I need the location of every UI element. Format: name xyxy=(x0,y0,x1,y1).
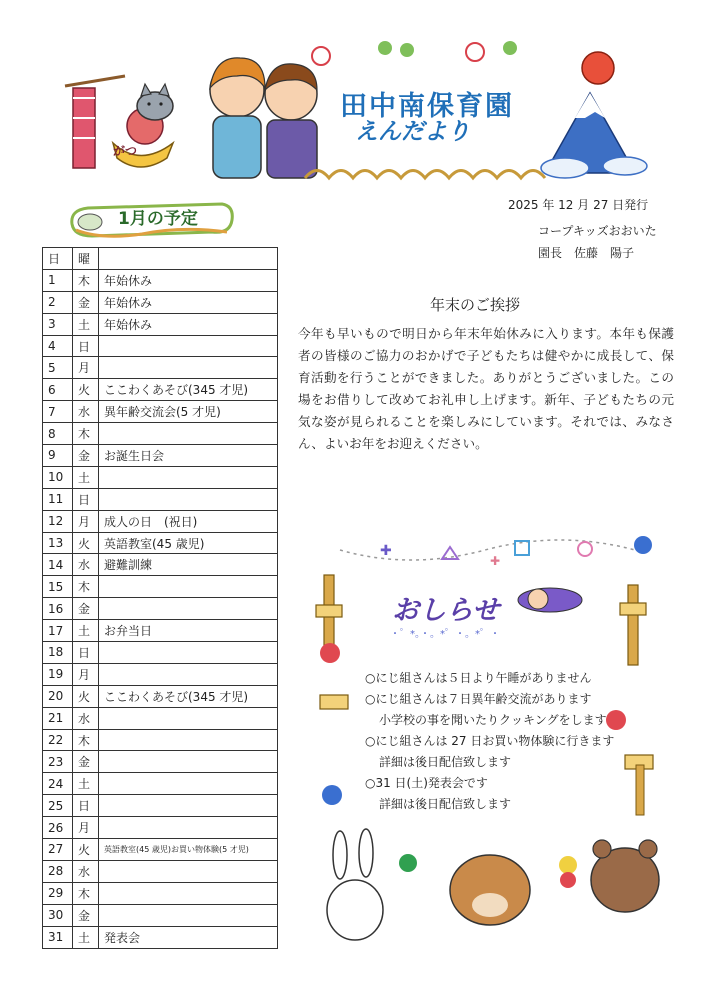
table-row xyxy=(43,882,278,904)
event-cell xyxy=(99,751,278,773)
school-name: 田中南保育園 xyxy=(340,91,514,122)
table-row xyxy=(43,598,278,620)
notice-item: ○31 日(土)発表会です xyxy=(365,776,488,790)
weekday-cell: 土 xyxy=(73,773,99,795)
day-cell: 15 xyxy=(43,576,73,598)
issue-date: 2025 年 12 月 27 日発行 xyxy=(508,198,649,212)
day-cell: 28 xyxy=(43,860,73,882)
day-cell: 16 xyxy=(43,598,73,620)
table-row xyxy=(43,423,278,445)
day-cell: 24 xyxy=(43,773,73,795)
table-row xyxy=(43,751,278,773)
event-cell: ここわくあそび(345 才児) xyxy=(99,379,278,401)
wave-pattern-icon xyxy=(305,171,545,179)
weekday-cell: 金 xyxy=(73,445,99,467)
weekday-cell: 月 xyxy=(73,510,99,532)
weekday-cell: 水 xyxy=(73,860,99,882)
day-cell: 14 xyxy=(43,554,73,576)
weekday-cell: 金 xyxy=(73,598,99,620)
weekday-cell: 日 xyxy=(73,488,99,510)
event-cell: 避難訓練 xyxy=(99,554,278,576)
day-cell: 22 xyxy=(43,729,73,751)
weekday-cell: 火 xyxy=(73,839,99,861)
weekday-cell: 木 xyxy=(73,423,99,445)
day-cell: 30 xyxy=(43,904,73,926)
svg-text:✚: ✚ xyxy=(380,543,392,559)
day-cell: 6 xyxy=(43,379,73,401)
greeting-title: 年末のご挨拶 xyxy=(430,296,521,314)
event-cell: ここわくあそび(345 才児) xyxy=(99,685,278,707)
table-row xyxy=(43,269,278,291)
table-row xyxy=(43,313,278,335)
table-row xyxy=(43,926,278,948)
sun-icon xyxy=(582,52,614,84)
event-cell xyxy=(99,904,278,926)
event-cell xyxy=(99,773,278,795)
day-cell: 12 xyxy=(43,510,73,532)
weekday-cell: 火 xyxy=(73,379,99,401)
greeting-body: 今年も早いもので明日から年末年始休みに入ります。本年も保護者の皆様のご協力のおかげで子どもたちは健やかに成長して、保育活動を行うことができました。ありがとうございました。この場をお借りして改めてお礼申し上げます。新年、子どもたちの元気な姿が見られることを楽しみにしています。それでは、みなさん、よいお年をお迎えください。 xyxy=(298,326,674,451)
day-cell: 5 xyxy=(43,357,73,379)
day-cell: 21 xyxy=(43,707,73,729)
table-row xyxy=(43,729,278,751)
table-header-row xyxy=(43,248,278,270)
header-event xyxy=(99,248,278,270)
day-cell: 13 xyxy=(43,532,73,554)
cat-icon xyxy=(137,84,173,120)
schedule-table xyxy=(42,247,278,949)
weekday-cell: 土 xyxy=(73,466,99,488)
notice-item: 小学校の事を聞いたりクッキングをします xyxy=(379,713,607,727)
table-row xyxy=(43,839,278,861)
day-cell: 11 xyxy=(43,488,73,510)
notice-item: ○にじ組さんは５日より午睡がありません xyxy=(365,671,592,685)
table-row xyxy=(43,510,278,532)
day-cell: 2 xyxy=(43,291,73,313)
table-row xyxy=(43,576,278,598)
weekday-cell: 土 xyxy=(73,313,99,335)
event-cell: 年始休み xyxy=(99,269,278,291)
weekday-cell: 月 xyxy=(73,663,99,685)
notice-list xyxy=(365,668,614,815)
event-cell xyxy=(99,423,278,445)
day-cell: 4 xyxy=(43,335,73,357)
day-cell: 29 xyxy=(43,882,73,904)
event-cell: 英語教室(45 歳児) xyxy=(99,532,278,554)
snake-icon xyxy=(78,214,102,230)
weekday-cell: 水 xyxy=(73,707,99,729)
weekday-cell: 土 xyxy=(73,620,99,642)
weekday-cell: 火 xyxy=(73,685,99,707)
flying-child-icon xyxy=(518,588,582,612)
day-cell: 25 xyxy=(43,795,73,817)
svg-text:✚: ✚ xyxy=(490,554,501,568)
weekday-cell: 金 xyxy=(73,291,99,313)
weekday-cell: 金 xyxy=(73,751,99,773)
event-cell xyxy=(99,817,278,839)
mascot-label: がつ xyxy=(113,144,138,158)
table-row xyxy=(43,707,278,729)
table-row xyxy=(43,379,278,401)
event-cell xyxy=(99,576,278,598)
header-weekday: 曜 xyxy=(73,248,99,270)
weekday-cell: 木 xyxy=(73,576,99,598)
event-cell: 異年齢交流会(5 才児) xyxy=(99,401,278,423)
table-row xyxy=(43,685,278,707)
table-row xyxy=(43,554,278,576)
event-cell: 年始休み xyxy=(99,313,278,335)
day-cell: 1 xyxy=(43,269,73,291)
table-row xyxy=(43,488,278,510)
organization-name: コープキッズおおいた xyxy=(538,224,657,238)
newsletter-title: えんだより xyxy=(355,119,470,145)
notice-item: ○にじ組さんは７日異年齢交流があります xyxy=(365,692,592,706)
event-cell: お弁当日 xyxy=(99,620,278,642)
event-cell: 成人の日 (祝日) xyxy=(99,510,278,532)
table-row xyxy=(43,466,278,488)
table-row xyxy=(43,904,278,926)
weekday-cell: 日 xyxy=(73,335,99,357)
day-cell: 26 xyxy=(43,817,73,839)
event-cell xyxy=(99,729,278,751)
day-cell: 20 xyxy=(43,685,73,707)
bear-icon xyxy=(560,840,659,912)
table-row xyxy=(43,773,278,795)
event-cell: 年始休み xyxy=(99,291,278,313)
table-row xyxy=(43,817,278,839)
table-row xyxy=(43,642,278,664)
day-cell: 7 xyxy=(43,401,73,423)
event-cell xyxy=(99,663,278,685)
dog-icon xyxy=(399,854,577,925)
event-cell: お誕生日会 xyxy=(99,445,278,467)
day-cell: 23 xyxy=(43,751,73,773)
schedule-title: 1月の予定 xyxy=(118,209,198,229)
table-row xyxy=(43,532,278,554)
event-cell xyxy=(99,860,278,882)
day-cell: 18 xyxy=(43,642,73,664)
event-cell xyxy=(99,707,278,729)
event-cell xyxy=(99,642,278,664)
weekday-cell: 木 xyxy=(73,269,99,291)
day-cell: 8 xyxy=(43,423,73,445)
rabbit-icon xyxy=(327,829,383,940)
notice-title: おしらせ xyxy=(392,595,500,626)
day-cell: 27 xyxy=(43,839,73,861)
weekday-cell: 火 xyxy=(73,532,99,554)
day-cell: 31 xyxy=(43,926,73,948)
table-row xyxy=(43,795,278,817)
table-row xyxy=(43,445,278,467)
table-row xyxy=(43,291,278,313)
weekday-cell: 水 xyxy=(73,401,99,423)
event-cell xyxy=(99,357,278,379)
event-cell xyxy=(99,466,278,488)
table-row xyxy=(43,663,278,685)
day-cell: 17 xyxy=(43,620,73,642)
day-cell: 10 xyxy=(43,466,73,488)
svg-text:・゜*。・。*゜・。*゜・: ・゜*。・。*゜・。*゜・ xyxy=(390,629,500,640)
weekday-cell: 木 xyxy=(73,882,99,904)
flower-decoration-icon xyxy=(312,41,517,65)
event-cell xyxy=(99,335,278,357)
weekday-cell: 月 xyxy=(73,357,99,379)
day-cell: 9 xyxy=(43,445,73,467)
event-cell: 英語教室(45 歳児)お買い物体験(5 才児) xyxy=(99,839,278,861)
table-row xyxy=(43,335,278,357)
header-day: 日 xyxy=(43,248,73,270)
table-row xyxy=(43,860,278,882)
children-in-kimono-icon xyxy=(210,58,317,178)
principal-name: 園長 佐藤 陽子 xyxy=(538,246,635,260)
day-cell: 19 xyxy=(43,663,73,685)
notice-item: ○にじ組さんは 27 日お買い物体験に行きます xyxy=(365,734,615,748)
weekday-cell: 日 xyxy=(73,795,99,817)
table-row xyxy=(43,620,278,642)
weekday-cell: 月 xyxy=(73,817,99,839)
weekday-cell: 土 xyxy=(73,926,99,948)
event-cell xyxy=(99,795,278,817)
event-cell: 発表会 xyxy=(99,926,278,948)
weekday-cell: 木 xyxy=(73,729,99,751)
event-cell xyxy=(99,598,278,620)
event-cell xyxy=(99,488,278,510)
kendama-icon xyxy=(316,575,348,805)
weekday-cell: 金 xyxy=(73,904,99,926)
table-row xyxy=(43,357,278,379)
event-cell xyxy=(99,882,278,904)
confetti-shapes-icon xyxy=(380,541,592,568)
notice-item: 詳細は後日配信致します xyxy=(379,755,512,769)
weekday-cell: 水 xyxy=(73,554,99,576)
weekday-cell: 日 xyxy=(73,642,99,664)
notice-item: 詳細は後日配信致します xyxy=(379,797,512,811)
day-cell: 3 xyxy=(43,313,73,335)
mount-fuji-icon xyxy=(541,93,647,178)
table-row xyxy=(43,401,278,423)
